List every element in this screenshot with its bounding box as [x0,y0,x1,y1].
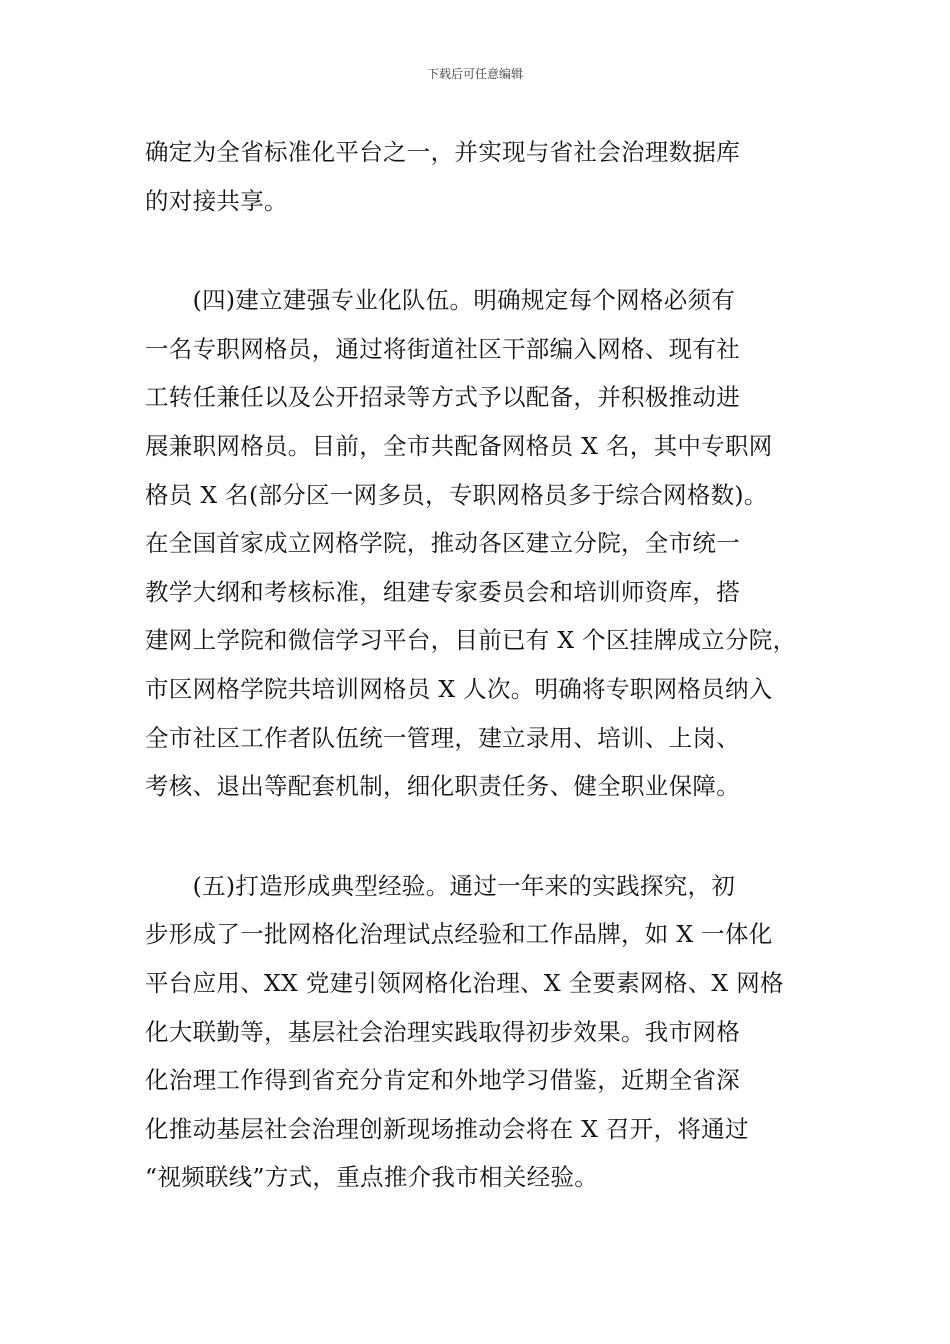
text-line: 确定为全省标准化平台之一，并实现与省社会治理数据库 [145,138,740,166]
text-line: 化大联勤等，基层社会治理实践取得初步效果。我市网格 [145,1017,740,1046]
text-line: “视频联线”方式，重点推介我市相关经验。 [145,1163,599,1192]
paragraph-section-4 [145,276,825,811]
paragraph-gap [145,225,825,276]
text-line: 展兼职网格员。目前，全市共配备网格员 X 名，其中专职网 [145,431,773,460]
text-line: 工转任兼任以及公开招录等方式予以配备，并积极推动进 [145,383,740,412]
text-line: 格员 X 名(部分区一网多员，专职网格员多于综合网格数)。 [145,480,768,509]
paragraph-section-5 [145,862,825,1202]
page-header: 下载后可任意编辑 [426,67,523,81]
paragraph-continued [145,128,825,225]
text-line: 步形成了一批网格化治理试点经验和工作品牌，如 X 一体化 [145,920,773,949]
text-line: (五)打造形成典型经验。通过一年来的实践探究，初 [145,871,736,900]
text-line: 教学大纲和考核标准，组建专家委员会和培训师资库，搭 [145,577,740,606]
text-line: 全市社区工作者队伍统一管理，建立录用、培训、上岗、 [145,723,740,752]
text-line: 在全国首家成立网格学院，推动各区建立分院，全市统一 [145,529,740,558]
text-line: 化推动基层社会治理创新现场推动会将在 X 召开，将通过 [145,1114,749,1143]
text-line: 的对接共享。 [145,186,288,215]
text-line: 化治理工作得到省充分肯定和外地学习借鉴，近期全省深 [145,1066,740,1095]
text-line: 平台应用、XX 党建引领网格化治理、X 全要素网格、X 网格 [145,968,784,997]
text-line: (四)建立建强专业化队伍。明确规定每个网格必须有 [145,286,736,315]
text-line: 建网上学院和微信学习平台，目前已有 X 个区挂牌成立分院， [145,626,797,655]
document-body [145,128,825,1202]
text-line: 一名专职网格员，通过将街道社区干部编入网格、现有社 [145,334,740,363]
text-line: 市区网格学院共培训网格员 X 人次。明确将专职网格员纳入 [145,674,773,703]
paragraph-gap [145,811,825,862]
text-line: 考核、退出等配套机制，细化职责任务、健全职业保障。 [145,772,740,801]
